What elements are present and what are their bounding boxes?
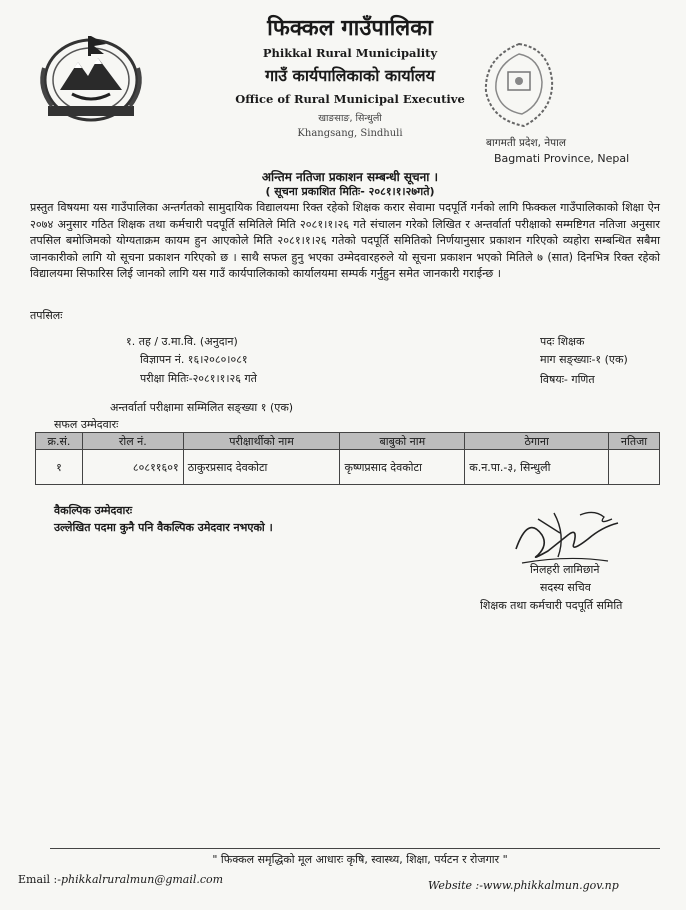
website-label: Website :- [428, 879, 483, 892]
table-header-row [36, 433, 660, 450]
details-label: तपसिलः [30, 309, 63, 322]
header-father-name: बाबुको नाम [340, 433, 465, 450]
successful-candidates-label: सफल उम्मेदवारः [54, 418, 119, 431]
alternate-candidates-label: वैकल्पिक उम्मेदवारः [54, 504, 133, 517]
header-address: ठेगाना [465, 433, 609, 450]
footer-divider [50, 848, 660, 849]
municipality-name-en: Phikkal Rural Municipality [262, 46, 438, 60]
detail-demand: माग सङ्ख्याः-१ (एक) [540, 353, 628, 366]
address-np: खाङसाङ, सिन्धुली [318, 113, 382, 124]
office-seal-icon [478, 40, 560, 132]
alternate-candidates-text: उल्लेखित पदमा कुनै पनि वैकल्पिक उमेदवार नभएको । [54, 521, 273, 534]
detail-exam-date: परीक्षा मितिः-२०८१।१।२६ गते [140, 372, 257, 385]
notice-title: अन्तिम नतिजा प्रकाशन सम्बन्धी सूचना । [261, 170, 439, 184]
signature-icon [508, 505, 628, 567]
email-link[interactable]: phikkalruralmun@gmail.com [60, 873, 224, 886]
cell-roll: ८०८११६०१ [82, 450, 183, 485]
address-en: Khangsang, Sindhuli [297, 128, 403, 139]
header-serial: क्र.सं. [36, 433, 83, 450]
detail-subject: विषयः- गणित [540, 373, 595, 386]
header-result: नतिजा [609, 433, 660, 450]
interview-count: अन्तर्वार्ता परीक्षामा सम्मिलित सङ्ख्या १ (एक) [110, 401, 294, 414]
signatory-name: निलहरी लामिछाने [530, 563, 600, 576]
signatory-committee: शिक्षक तथा कर्मचारी पदपूर्ति समिति [480, 599, 623, 612]
footer-website [428, 879, 619, 892]
detail-post: पदः शिक्षक [540, 335, 585, 348]
footer-email [18, 873, 223, 886]
office-name-en: Office of Rural Municipal Executive [235, 92, 465, 106]
municipality-name-np: फिक्कल गाउँपालिका [267, 16, 433, 41]
email-label: Email :- [18, 873, 61, 886]
notice-published-date: ( सूचना प्रकाशित मितिः- २०८१।१।२७गते) [265, 185, 435, 198]
table-row [36, 450, 660, 485]
detail-advertisement: विज्ञापन नं. १६।२०८०।०८१ [140, 353, 248, 366]
cell-address: क.न.पा.-३, सिन्धुली [465, 450, 609, 485]
cell-serial: १ [36, 450, 83, 485]
website-link[interactable]: www.phikkalmun.gov.np [482, 879, 619, 892]
province-np: बागमती प्रदेश, नेपाल [486, 137, 566, 149]
nepal-emblem-icon [30, 28, 152, 128]
cell-result [609, 450, 660, 485]
cell-candidate-name: ठाकुरप्रसाद देवकोटा [183, 450, 340, 485]
province-en: Bagmati Province, Nepal [494, 152, 630, 165]
footer-motto: " फिक्कल समृद्धिको मूल आधारः कृषि, स्वास्थ्य, शिक्षा, पर्यटन र रोजगार " [212, 853, 508, 866]
office-name-np: गाउँ कार्यपालिकाको कार्यालय [265, 66, 435, 85]
notice-body: प्रस्तुत विषयमा यस गाउँपालिका अन्तर्गतको सामुदायिक विद्यालयमा रिक्त रहेको शिक्षक करार सेवामा पदपूर्ति गर्नको लागि फिक्कल गाउँपालिकाको शिक्षा ऐन २०७४ अनुसार गठित शिक्षक तथा कर्मचारी पदपूर्ति समितिले मिति २०८१।१।२६ गते संचालन गरेको लिखित र अन्तर्वार्ता परीक्षाको सम्मष्टिगत नतिजा अनुसार तपसिल बमोजिमको योग्यताक्रम कायम हुन आएकोले मिति २०८१।१।२६ गतेको पदपूर्ति समितिको निर्णयानुसार प्रकाशन गरिएको व्यहोरा सम्बन्धित सबैमा जानकारीको लागि यो सूचना प्रकाशन गरिएको छ । साथै सफल हुनु भएका उम्मेदवारहरुले यो सूचना प्रकाशन भएको मितिले ७ (सात) दिनभित्र रिक्त रहेको विद्यालयमा सिफारिस लिई जानको लागि यस गाउँ कार्यपालिकाको कार्यालयमा सम्पर्क गर्नुहुन समेत जानकारी गराईन्छ । [30, 201, 660, 281]
detail-level: १. तह / उ.मा.वि. (अनुदान) [126, 335, 238, 348]
results-table [35, 432, 660, 485]
header-roll: रोल नं. [82, 433, 183, 450]
signatory-role: सदस्य सचिव [540, 581, 591, 594]
cell-father-name: कृष्णप्रसाद देवकोटा [340, 450, 465, 485]
header-candidate-name: परीक्षार्थीको नाम [183, 433, 340, 450]
